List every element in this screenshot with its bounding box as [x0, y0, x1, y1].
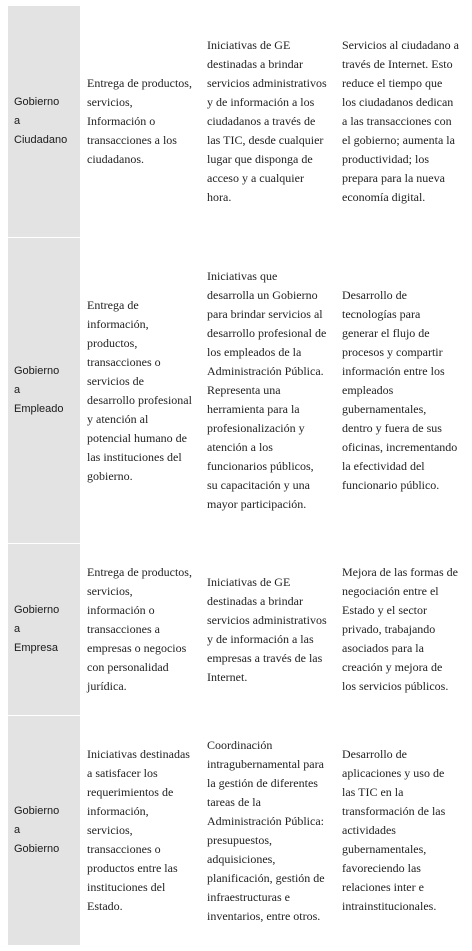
row-label-line: Gobierno — [14, 805, 60, 817]
row-label — [8, 238, 81, 544]
row-label-line: Empleado — [14, 403, 64, 415]
table-row — [8, 6, 464, 238]
row-label-line: Gobierno — [14, 96, 60, 108]
row-label-line: a — [14, 384, 21, 396]
row-label — [8, 6, 81, 238]
row-label — [8, 716, 81, 946]
table-row — [8, 238, 464, 544]
benefit-cell: Servicios al ciudadano a través de Internet. Esto reduce el tiempo que los ciudadanos dedican a las transacciones con el gobierno; aumenta la productividad; los prepara para la nueva economía digital. — [332, 6, 464, 238]
row-label-line: Gobierno — [14, 365, 60, 377]
row-label-line: a — [14, 115, 21, 127]
row-label — [8, 544, 81, 716]
description-cell: Iniciativas destinadas a satisfacer los requerimientos de información, servicios, transacciones o productos entre las instituciones del Estado. — [81, 716, 199, 946]
row-label-line: Ciudadano — [14, 134, 68, 146]
definition-cell: Iniciativas que desarrolla un Gobierno para brindar servicios al desarrollo profesional de los empleados de la Administración Pública. Representa una herramienta para la profesionalización y atención a los funcionarios públicos, su capacitación y una mayor participación. — [199, 238, 332, 544]
description-cell: Entrega de información, productos, transacciones o servicios de desarrollo profesional y atención al potencial humano de las instituciones del gobierno. — [81, 238, 199, 544]
definition-cell: Iniciativas de GE destinadas a brindar servicios administrativos y de información a los ciudadanos a través de las TIC, desde cualquier lugar que disponga de acceso y a cualquier hora. — [199, 6, 332, 238]
benefit-cell: Desarrollo de aplicaciones y uso de las TIC en la transformación de las actividades gubernamentales, favoreciendo las relaciones inter e intrainstitucionales. — [332, 716, 464, 946]
row-label-line: a — [14, 824, 21, 836]
benefit-cell: Mejora de las formas de negociación entre el Estado y el sector privado, trabajando asociados para la creación y mejora de los servicios públicos. — [332, 544, 464, 716]
table-row — [8, 716, 464, 946]
definition-cell: Iniciativas de GE destinadas a brindar servicios administrativos y de información a las empresas a través de las Internet. — [199, 544, 332, 716]
definition-cell: Coordinación intragubernamental para la gestión de diferentes tareas de la Administración Pública: presupuestos, adquisiciones, planificación, gestión de infraestructuras e inventarios, entre otros. — [199, 716, 332, 946]
description-cell: Entrega de productos, servicios, información o transacciones a empresas o negocios con personalidad jurídica. — [81, 544, 199, 716]
row-label-line: Gobierno — [14, 843, 60, 855]
table-row — [8, 544, 464, 716]
row-label-line: Gobierno — [14, 604, 60, 616]
description-cell: Entrega de productos, servicios, Información o transacciones a los ciudadanos. — [81, 6, 199, 238]
row-label-line: Empresa — [14, 642, 59, 654]
benefit-cell: Desarrollo de tecnologías para generar el flujo de procesos y compartir información entre los empleados gubernamentales, dentro y fuera de sus oficinas, incrementando la efectividad del funcionario público. — [332, 238, 464, 544]
egov-typology-table — [7, 5, 464, 946]
row-label-line: a — [14, 623, 21, 635]
